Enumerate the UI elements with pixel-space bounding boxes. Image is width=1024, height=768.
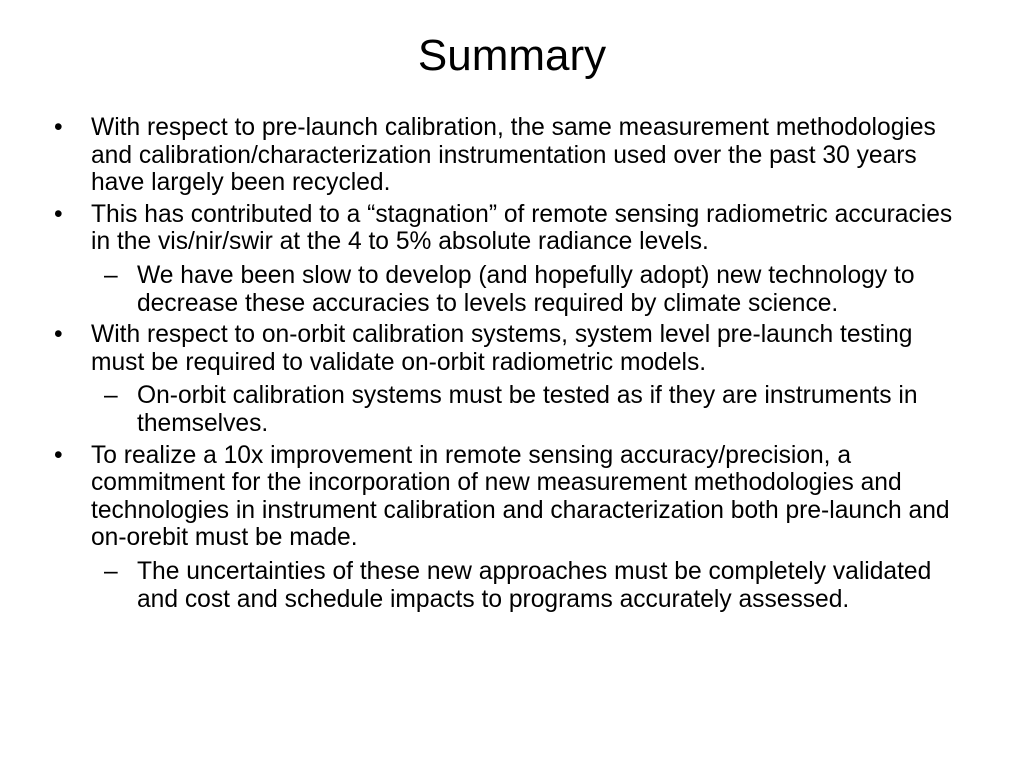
bullet-marker: •	[54, 321, 63, 349]
sub-bullet-item	[0, 558, 961, 613]
sub-bullet-item	[0, 262, 961, 317]
sub-bullet-text: The uncertainties of these new approaches must be completely validated and cost and schedule impacts to programs accurately assessed.	[137, 557, 932, 613]
dash-marker: –	[104, 557, 118, 585]
bullet-marker: •	[54, 441, 63, 469]
sub-bullet-text: On-orbit calibration systems must be tested as if they are instruments in themselves.	[137, 382, 918, 437]
bullet-marker: •	[54, 114, 63, 141]
slide-title: Summary	[417, 31, 607, 80]
sub-bullet-item	[0, 382, 961, 437]
bullet-text: This has contributed to a “stagnation” of remote sensing radiometric accuracies in the vis/nir/swir at the 4 to 5% absolute radiance levels.	[91, 200, 953, 256]
dash-marker: –	[104, 261, 118, 289]
bullet-text: To realize a 10x improvement in remote sensing accuracy/precision, a commitment for the incorporation of new measurement methodologies and technologies in instrument calibration and characterization both pre-launch and on-orebit must be made.	[91, 441, 950, 552]
bullet-item	[0, 442, 961, 552]
bullet-item	[0, 321, 961, 376]
bullet-item	[0, 114, 961, 197]
dash-marker: –	[104, 382, 118, 410]
slide-body	[0, 114, 1024, 613]
bullet-text: With respect to pre-launch calibration, the same measurement methodologies and calibration/characterization instrumentation used over the past 30 years have largely been recycled.	[91, 114, 936, 197]
sub-bullet-text: We have been slow to develop (and hopefully adopt) new technology to decrease these accuracies to levels required by climate science.	[137, 261, 915, 317]
bullet-item	[0, 201, 961, 256]
bullet-marker: •	[54, 200, 63, 228]
bullet-text: With respect to on-orbit calibration systems, system level pre-launch testing must be required to validate on-orbit radiometric models.	[91, 321, 913, 376]
